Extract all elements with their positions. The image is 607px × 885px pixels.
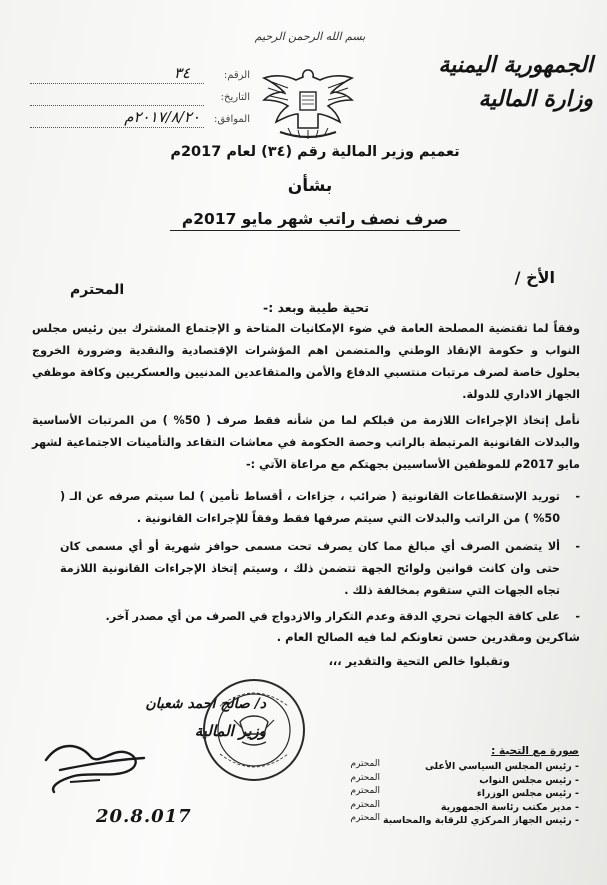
closing-regards: وتقبلوا خالص التحية والتقدير ،،،	[328, 654, 510, 668]
closing-thanks: شاكرين ومقدرين حسن تعاونكم لما فيه الصالح العام .	[276, 630, 580, 644]
date-label: التاريخ:	[220, 92, 250, 103]
subject-title: صرف نصف راتب شهر مايو 2017م	[170, 210, 460, 231]
list-item: المحترم	[350, 786, 380, 796]
list-item: المحترم	[350, 759, 380, 769]
ministry-name: وزارة المالية	[478, 86, 593, 112]
addressee-respected: المحترم	[70, 282, 125, 298]
corresponding-value: ٢٠١٧/٨/٢٠م	[124, 108, 200, 126]
cc-recipients	[369, 760, 579, 828]
subject-label: بشأن	[287, 176, 333, 196]
reference-block	[30, 64, 250, 134]
list-item: - على كافة الجهات تحري الدقة وعدم التكرار والازدواج في الصرف من أي مصدر آخر.	[105, 610, 580, 623]
list-item: - رئيس الجهاز المركزي للرقابة والمحاسبة	[382, 815, 579, 826]
republic-name: الجمهورية اليمنية	[438, 52, 593, 78]
greeting: تحية طيبة وبعد :-	[263, 300, 369, 315]
cc-heading: صورة مع التحية :	[491, 745, 579, 757]
letterhead	[433, 48, 593, 116]
addressee: الأخ /	[514, 268, 555, 287]
list-item: - رئيس المجلس السياسي الأعلى	[424, 761, 579, 772]
list-item: المحترم	[350, 813, 380, 823]
signatory-title: وزير المالية	[194, 722, 266, 740]
basmala: بسم الله الرحمن الرحيم	[254, 30, 366, 43]
number-value: ٣٤	[173, 64, 190, 82]
signatory-name: د/ صالح احمد شعبان	[145, 696, 266, 712]
handwritten-date: 20.8.017	[96, 806, 192, 827]
eagle-emblem-icon	[258, 62, 358, 144]
paragraph-request: نأمل إتخاذ الإجراءات اللازمة من قبلكم لما من شأنه فقط صرف ( 50% ) من المرتبات الأساسية والبدلات القانونية المرتبطة بالراتب وحصة الحكومة في معاشات التقاعد والتأمينات الاجتماعية لشهر مايو 2017م للموظفين الأساسيين بجهتكم مع مراعاة الآتي :-	[32, 414, 580, 471]
list-item: - رئيس مجلس النواب	[479, 774, 579, 786]
cc-respected-column	[320, 758, 380, 826]
paragraph-intro: وفقاً لما تقتضية المصلحة العامة في ضوء الإمكانيات المتاحة و الإجتماع المشترك بين رئيس مجلس النواب و حكومة الإنقاذ الوطني والمتضمن اهم المؤشرات الإقتصادية والنقدية وضرورة الخروج بحلول خاصة لصرف مرتبات منتسبي الدفاع والأمن والمتقاعدين المدنيين والعسكريين وكافة موظفي الجهاز الاداري للدولة.	[32, 322, 580, 401]
signature-scribble-icon	[40, 730, 150, 800]
official-stamp-icon	[200, 676, 308, 784]
list-item: - ألا يتضمن الصرف أي مبالغ مما كان يصرف تحت مسمى حوافز شهرية أو أي مسمى كان حتى وان كانت قوانين ولوائح الجهة تتضمن ذلك ، وسيتم إتخاذ الإجراءات القانونية اللازمة تجاه الجهات التي ستقوم بمخالفة ذلك .	[60, 540, 580, 597]
circular-title: تعميم وزير المالية رقم (٣٤) لعام 2017م	[170, 144, 460, 160]
list-item: - توريد الإستقطاعات القانونية ( ضرائب ، جزاءات ، أقساط تأمين ) لما سيتم صرفه عن الـ ( 50% ) من الراتب والبدلات التي سيتم صرفها فقط وفقاً للإجراءات القانونية .	[60, 490, 580, 525]
number-row	[30, 64, 250, 90]
list-item: - رئيس مجلس الوزراء	[476, 788, 579, 799]
corresponding-label: الموافق:	[213, 114, 250, 125]
number-label: الرقم:	[223, 70, 250, 81]
list-item: المحترم	[350, 772, 380, 783]
corresponding-row	[30, 108, 250, 134]
list-item: - مدير مكتب رئاسة الجمهورية	[440, 801, 579, 813]
list-item: المحترم	[350, 799, 380, 810]
